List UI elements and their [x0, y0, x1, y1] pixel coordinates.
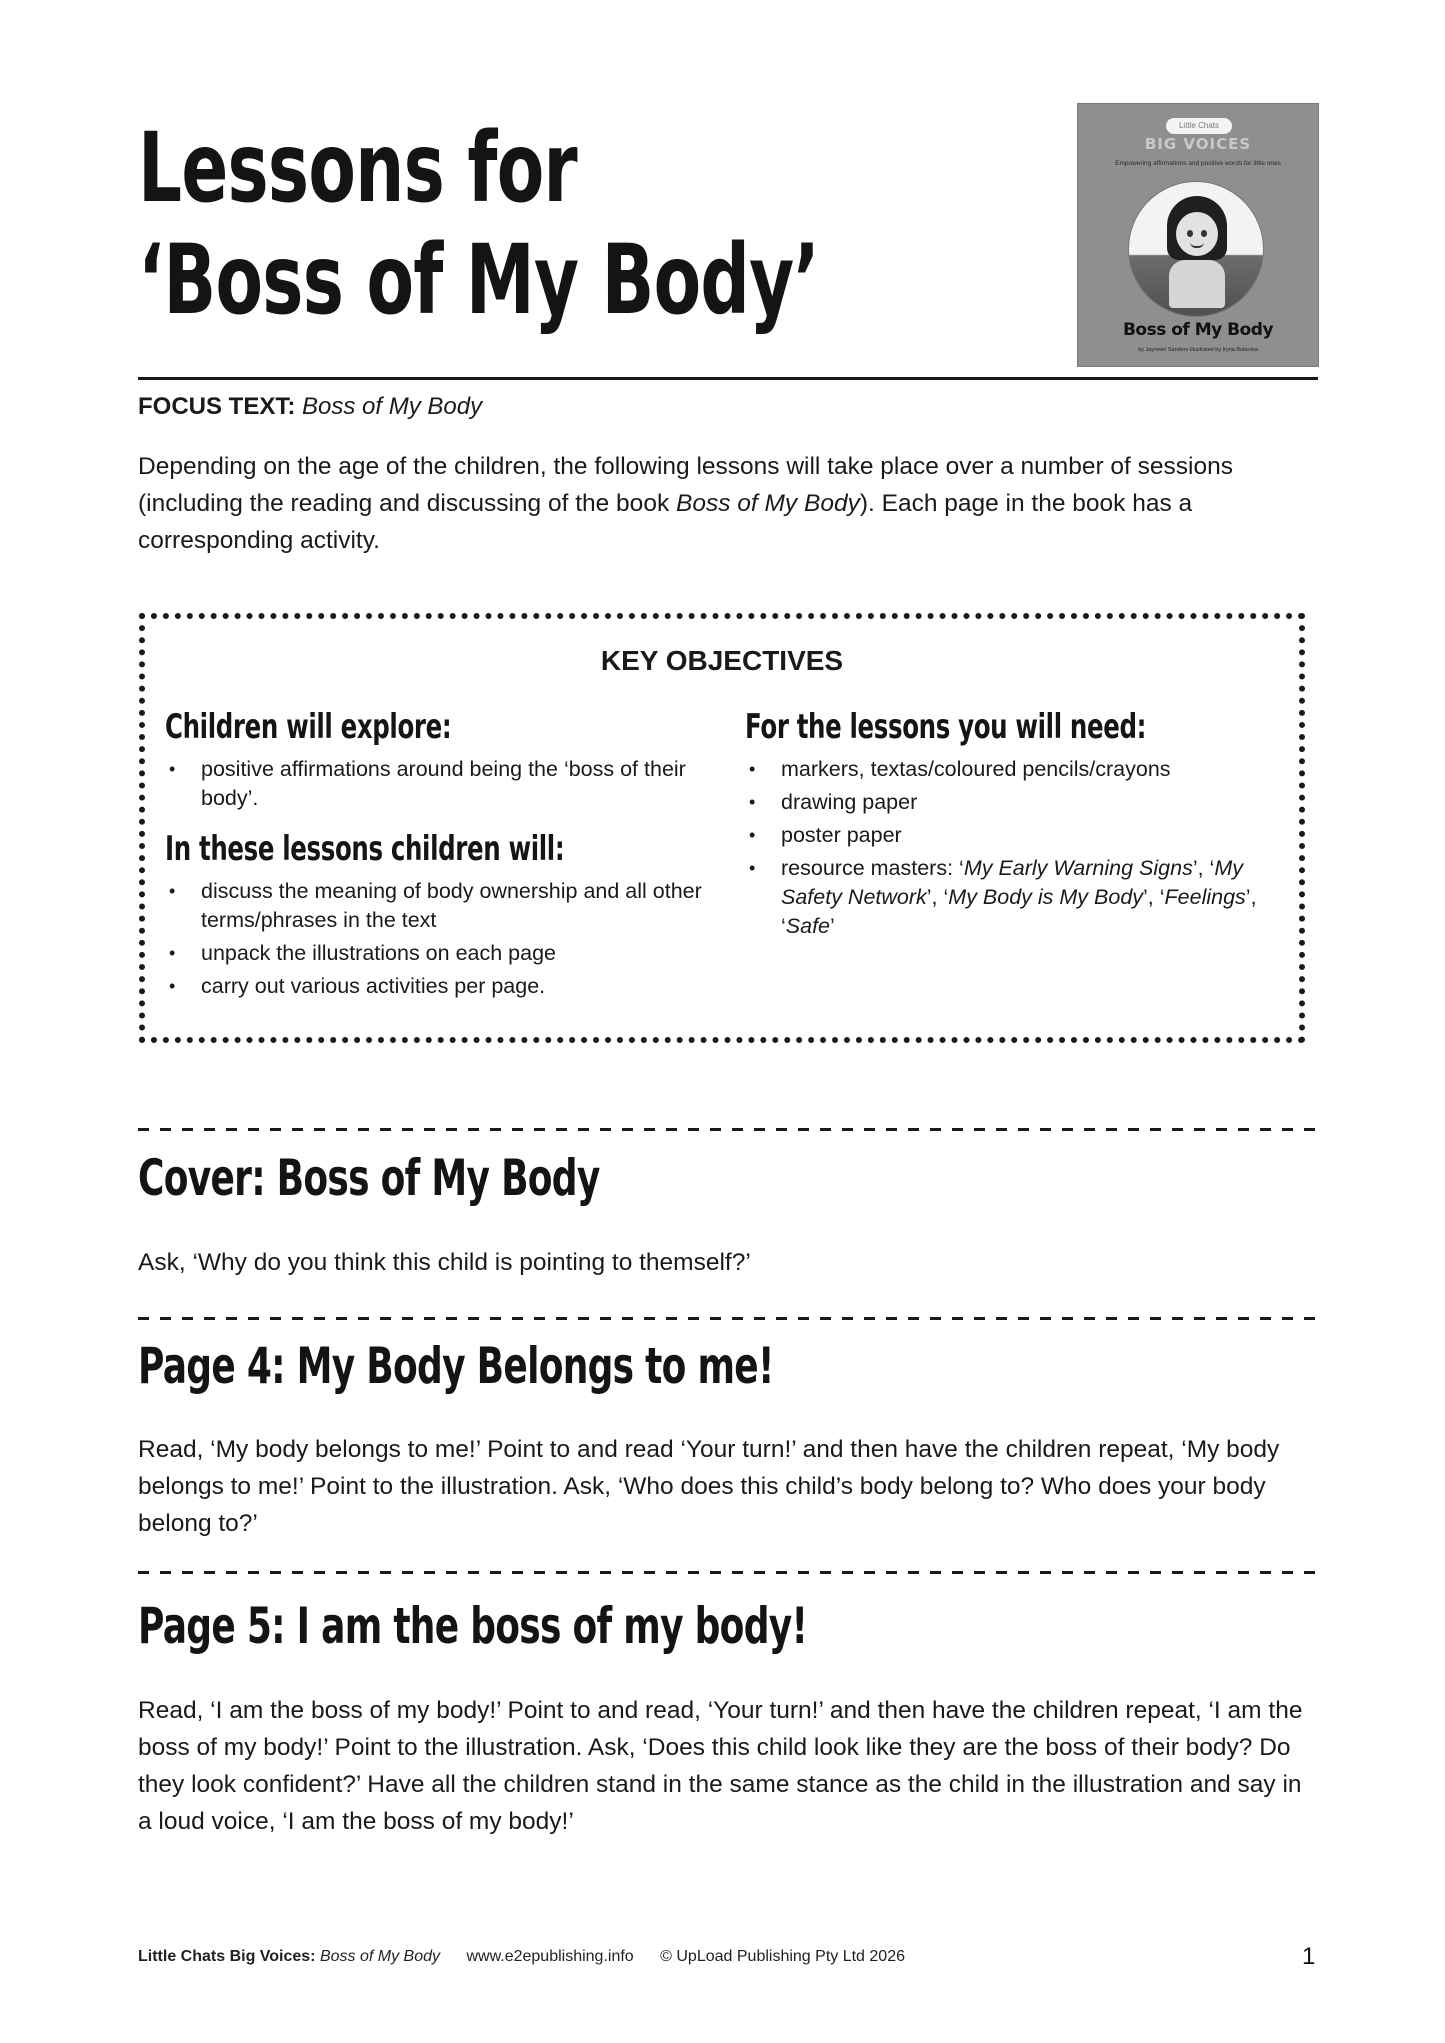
resource-master: Feelings	[1164, 885, 1246, 909]
explore-list	[165, 755, 725, 813]
section-body-page-5: Read, ‘I am the boss of my body!’ Point to and read, ‘Your turn!’ and then have the children repeat, ‘I am the boss of my body!’ Point to the illustration. Ask, ‘Does this child look like they are the boss of their body? Do they look confident?’ Have all the children stand in the same stance as the child in the illustration and say in a loud voice, ‘I am the boss of my body!’	[138, 1697, 1303, 1835]
cover-book-title: Boss of My Body	[1122, 320, 1274, 340]
section-body-cover: Ask, ‘Why do you think this child is pointing to themself?’	[138, 1249, 751, 1276]
cover-tagline: Empowering affirmations and positive words for little ones	[1115, 160, 1281, 167]
list-item: • drawing paper	[745, 788, 1285, 817]
page-title-line1: Lessons for	[138, 112, 577, 224]
key-objectives-box	[139, 613, 1305, 1043]
resource-master: My Body is My Body	[948, 885, 1144, 909]
footer-copyright: © UpLoad Publishing Pty Ltd 2026	[660, 1948, 905, 1965]
page-footer	[138, 1948, 905, 1966]
list-item: • discuss the meaning of body ownership and all other terms/phrases in the text	[165, 877, 725, 935]
section-heading-page-4: Page 4: My Body Belongs to me!	[138, 1337, 774, 1395]
focus-text	[138, 393, 482, 421]
need-heading: For the lessons you will need:	[745, 707, 1147, 747]
book-cover-image	[1077, 103, 1319, 367]
section-body-page-4: Read, ‘My body belongs to me!’ Point to and read ‘Your turn!’ and then have the children repeat, ‘My body belongs to me!’ Point to the illustration. Ask, ‘Who does this child’s body belong to? Who does your body belong to?’	[138, 1436, 1280, 1537]
focus-value: Boss of My Body	[302, 393, 483, 420]
explore-heading: Children will explore:	[165, 707, 452, 747]
intro-book-title: Boss of My Body	[676, 490, 860, 517]
eye-icon	[1187, 230, 1193, 237]
lessons-heading: In these lessons children will:	[165, 829, 565, 869]
resource-master: My Safety Network	[781, 856, 1243, 909]
series-name: BIG VOICES	[1144, 135, 1252, 153]
face-shape	[1176, 212, 1218, 256]
list-item-resource-masters: • resource masters: ‘My Early Warning Signs’, ‘My Safety Network’, ‘My Body is My Body’, ‘Feelings’, ‘Safe’	[745, 854, 1285, 941]
series-bubble: Little Chats	[1166, 118, 1232, 134]
intro-paragraph	[138, 448, 1318, 559]
list-item: • carry out various activities per page.	[165, 972, 725, 1001]
section-heading-cover: Cover: Boss of My Body	[138, 1149, 600, 1207]
objectives-left-column	[165, 705, 725, 1005]
header-rule	[138, 377, 1318, 380]
section-divider	[138, 1128, 1318, 1131]
materials-list	[745, 755, 1285, 941]
objectives-right-column	[745, 705, 1285, 945]
lessons-list	[165, 877, 725, 1001]
eye-icon	[1201, 230, 1207, 237]
footer-book: Boss of My Body	[319, 1948, 441, 1965]
intro-text: Depending on the age of the children, the following lessons will take place over a number of sessions (including the reading and discussing of the book	[138, 453, 1233, 517]
section-heading-page-5: Page 5: I am the boss of my body!	[138, 1597, 808, 1655]
page-title-line2: ‘Boss of My Body’	[138, 224, 820, 336]
intro-text-end: ). Each page in the book has a corresponding activity.	[138, 490, 1193, 554]
key-objectives-title: KEY OBJECTIVES	[600, 645, 844, 676]
page-title	[138, 112, 858, 336]
list-item: • positive affirmations around being the ‘boss of their body’.	[165, 755, 725, 813]
child-illustration	[1128, 181, 1264, 317]
footer-series: Little Chats Big Voices:	[138, 1948, 316, 1965]
footer-website-link[interactable]: www.e2epublishing.info	[466, 1948, 634, 1965]
resource-prefix: resource masters:	[781, 856, 960, 880]
list-item: • markers, textas/coloured pencils/crayons	[745, 755, 1285, 784]
cover-credits: by Jayneen Sanders Illustrated by Iryna Bolarska	[1138, 347, 1258, 353]
section-divider	[138, 1571, 1318, 1574]
list-item: • poster paper	[745, 821, 1285, 850]
resource-master: My Early Warning Signs	[963, 856, 1193, 880]
list-item: • unpack the illustrations on each page	[165, 939, 725, 968]
section-divider	[138, 1317, 1318, 1320]
focus-label: FOCUS TEXT:	[138, 393, 296, 420]
page-number: 1	[1302, 1943, 1316, 1970]
shirt-shape	[1169, 260, 1225, 308]
resource-master: Safe	[785, 914, 831, 938]
